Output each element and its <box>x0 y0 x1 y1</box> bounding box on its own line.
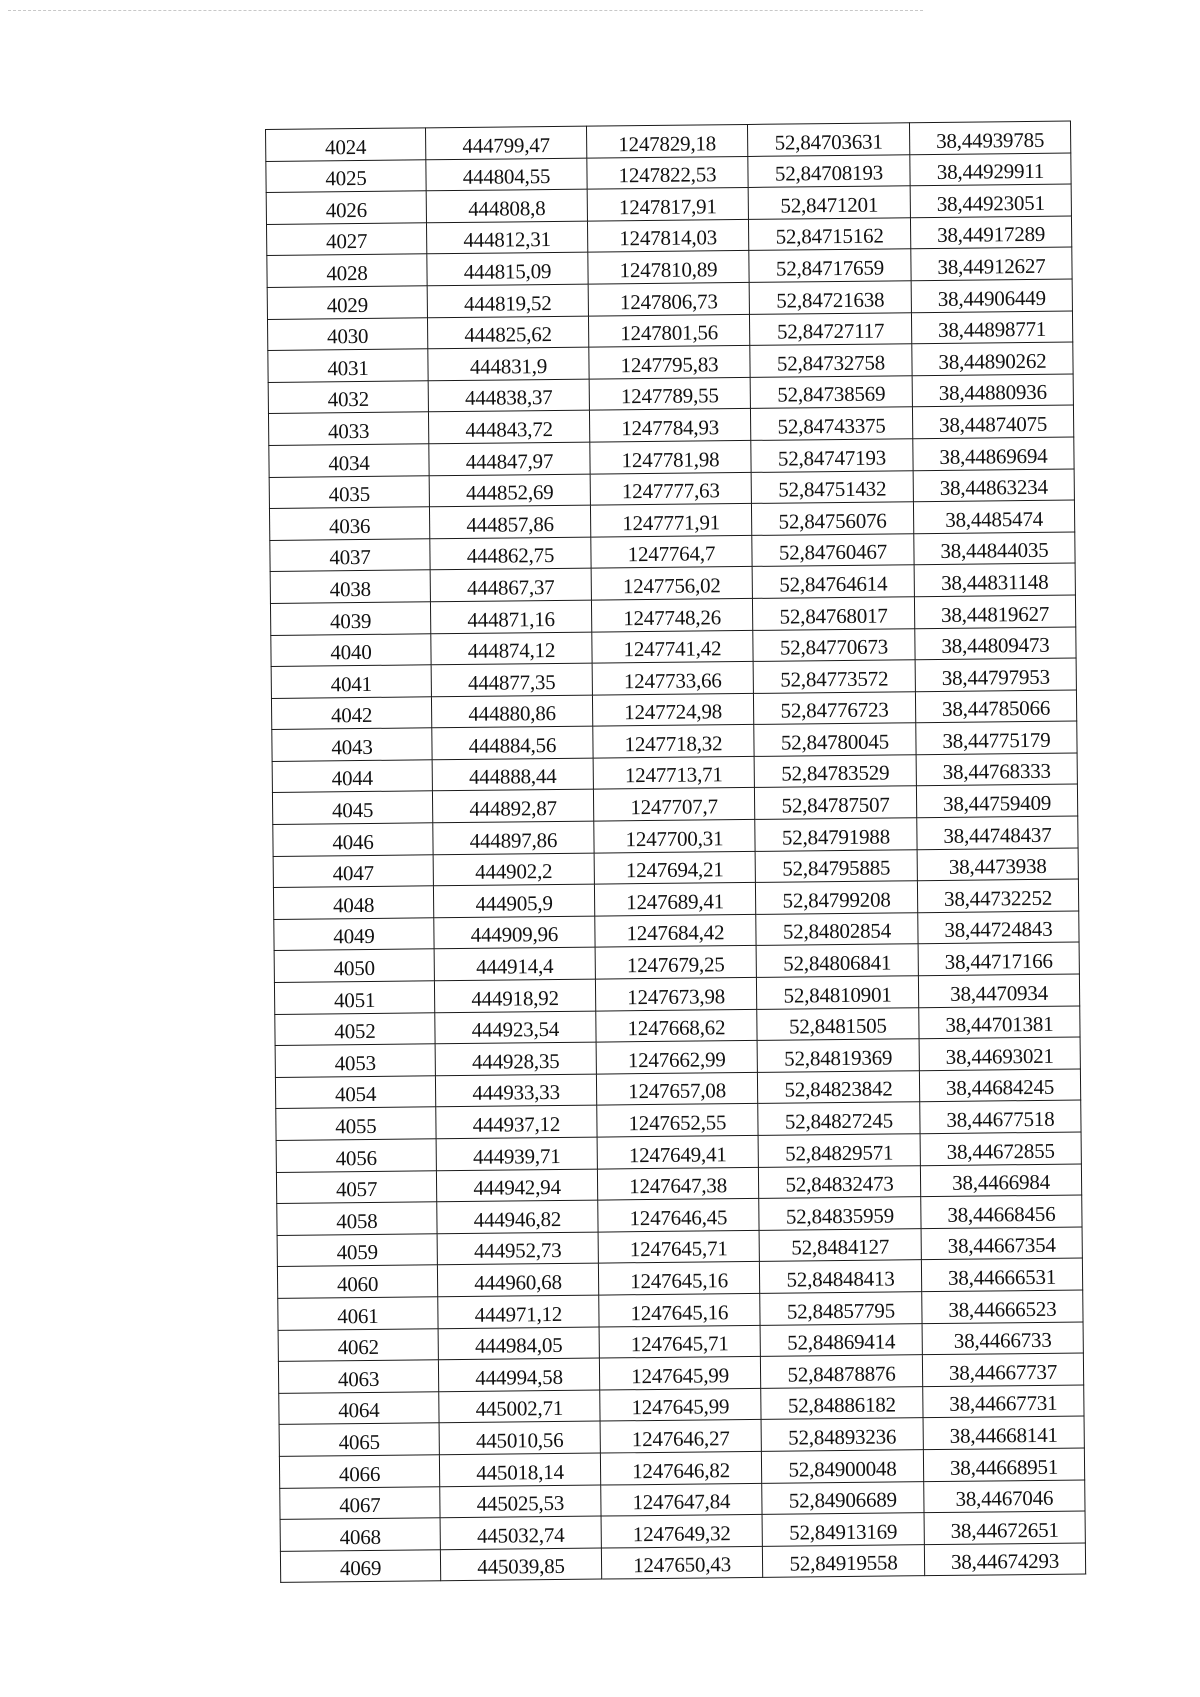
x-coordinate-cell: 444804,55 <box>426 158 587 191</box>
y-coordinate-cell: 1247817,91 <box>587 188 748 221</box>
x-coordinate-cell: 445025,53 <box>440 1485 601 1518</box>
point-number-cell: 4042 <box>271 696 431 729</box>
latitude-cell: 52,84773572 <box>753 660 915 693</box>
y-coordinate-cell: 1247645,99 <box>600 1388 761 1421</box>
x-coordinate-cell: 444871,16 <box>430 600 591 633</box>
latitude-cell: 52,84795885 <box>755 849 917 882</box>
longitude-cell: 38,44809473 <box>915 627 1076 660</box>
longitude-cell: 38,44667731 <box>923 1385 1084 1418</box>
y-coordinate-cell: 1247784,93 <box>589 409 750 442</box>
latitude-cell: 52,84732758 <box>750 344 912 377</box>
latitude-cell: 52,84802854 <box>756 913 918 946</box>
point-number-cell: 4029 <box>267 286 427 319</box>
x-coordinate-cell: 444819,52 <box>427 284 588 317</box>
x-coordinate-cell: 444897,86 <box>433 821 594 854</box>
latitude-cell: 52,8471201 <box>748 186 910 219</box>
latitude-cell: 52,84727117 <box>749 312 911 345</box>
y-coordinate-cell: 1247795,83 <box>589 346 750 379</box>
longitude-cell: 38,44724843 <box>918 911 1079 944</box>
latitude-cell: 52,84743375 <box>750 407 912 440</box>
point-number-cell: 4057 <box>276 1170 436 1203</box>
latitude-cell: 52,84857795 <box>760 1292 922 1325</box>
y-coordinate-cell: 1247694,21 <box>594 851 755 884</box>
latitude-cell: 52,84829571 <box>758 1134 920 1167</box>
longitude-cell: 38,44874075 <box>912 405 1073 438</box>
longitude-cell: 38,44666531 <box>921 1258 1082 1291</box>
longitude-cell: 38,4467046 <box>924 1480 1085 1513</box>
latitude-cell: 52,84791988 <box>755 818 917 851</box>
latitude-cell: 52,84835959 <box>759 1197 921 1230</box>
latitude-cell: 52,84780045 <box>754 723 916 756</box>
x-coordinate-cell: 444843,72 <box>428 410 589 443</box>
latitude-cell: 52,84717659 <box>749 249 911 282</box>
point-number-cell: 4054 <box>275 1076 435 1109</box>
latitude-cell: 52,84764614 <box>752 565 914 598</box>
longitude-cell: 38,44917289 <box>910 216 1071 249</box>
point-number-cell: 4059 <box>277 1234 437 1267</box>
point-number-cell: 4026 <box>266 191 426 224</box>
y-coordinate-cell: 1247781,98 <box>590 440 751 473</box>
point-number-cell: 4062 <box>278 1328 438 1361</box>
latitude-cell: 52,8484127 <box>759 1228 921 1261</box>
x-coordinate-cell: 444914,4 <box>434 948 595 981</box>
y-coordinate-cell: 1247810,89 <box>588 251 749 284</box>
point-number-cell: 4035 <box>269 475 429 508</box>
longitude-cell: 38,44869694 <box>913 437 1074 470</box>
longitude-cell: 38,44732252 <box>917 879 1078 912</box>
x-coordinate-cell: 444923,54 <box>435 1011 596 1044</box>
longitude-cell: 38,44672651 <box>924 1511 1085 1544</box>
point-number-cell: 4053 <box>275 1044 435 1077</box>
longitude-cell: 38,44717166 <box>918 942 1079 975</box>
point-number-cell: 4061 <box>278 1297 438 1330</box>
point-number-cell: 4032 <box>268 381 428 414</box>
longitude-cell: 38,44668456 <box>921 1195 1082 1228</box>
x-coordinate-cell: 444874,12 <box>431 632 592 665</box>
y-coordinate-cell: 1247647,84 <box>601 1483 762 1516</box>
point-number-cell: 4047 <box>273 854 433 887</box>
y-coordinate-cell: 1247650,43 <box>601 1546 762 1579</box>
longitude-cell: 38,44748437 <box>917 816 1078 849</box>
latitude-cell: 52,84770673 <box>753 628 915 661</box>
x-coordinate-cell: 444905,9 <box>433 884 594 917</box>
point-number-cell: 4065 <box>279 1423 439 1456</box>
longitude-cell: 38,44785066 <box>915 690 1076 723</box>
x-coordinate-cell: 444799,47 <box>425 126 586 159</box>
x-coordinate-cell: 444971,12 <box>438 1295 599 1328</box>
point-number-cell: 4058 <box>277 1202 437 1235</box>
point-number-cell: 4052 <box>275 1012 435 1045</box>
longitude-cell: 38,44939785 <box>909 121 1070 154</box>
y-coordinate-cell: 1247645,16 <box>598 1262 759 1295</box>
latitude-cell: 52,84810901 <box>756 976 918 1009</box>
x-coordinate-cell: 444838,37 <box>428 379 589 412</box>
x-coordinate-cell: 444867,37 <box>430 568 591 601</box>
y-coordinate-cell: 1247649,32 <box>601 1514 762 1547</box>
longitude-cell: 38,44666523 <box>922 1290 1083 1323</box>
y-coordinate-cell: 1247662,99 <box>596 1041 757 1074</box>
latitude-cell: 52,84893236 <box>761 1418 923 1451</box>
longitude-cell: 38,44831148 <box>914 563 1075 596</box>
point-number-cell: 4044 <box>272 760 432 793</box>
latitude-cell: 52,84768017 <box>752 597 914 630</box>
latitude-cell: 52,84900048 <box>761 1450 923 1483</box>
longitude-cell: 38,44667737 <box>922 1353 1083 1386</box>
longitude-cell: 38,44844035 <box>914 532 1075 565</box>
y-coordinate-cell: 1247756,02 <box>591 567 752 600</box>
y-coordinate-cell: 1247646,45 <box>598 1199 759 1232</box>
longitude-cell: 38,44880936 <box>912 374 1073 407</box>
longitude-cell: 38,44672855 <box>920 1132 1081 1165</box>
latitude-cell: 52,84819369 <box>757 1039 919 1072</box>
x-coordinate-cell: 444946,82 <box>437 1200 598 1233</box>
coordinates-table <box>265 121 1086 1584</box>
point-number-cell: 4055 <box>276 1107 436 1140</box>
y-coordinate-cell: 1247814,03 <box>587 219 748 252</box>
latitude-cell: 52,84703631 <box>747 123 909 156</box>
x-coordinate-cell: 444984,05 <box>438 1327 599 1360</box>
x-coordinate-cell: 444902,2 <box>433 853 594 886</box>
point-number-cell: 4043 <box>272 728 432 761</box>
point-number-cell: 4060 <box>277 1265 437 1298</box>
longitude-cell: 38,44775179 <box>916 721 1077 754</box>
point-number-cell: 4039 <box>270 602 430 635</box>
point-number-cell: 4050 <box>274 949 434 982</box>
x-coordinate-cell: 444942,94 <box>436 1169 597 1202</box>
y-coordinate-cell: 1247645,71 <box>598 1230 759 1263</box>
point-number-cell: 4024 <box>266 128 426 161</box>
y-coordinate-cell: 1247748,26 <box>591 598 752 631</box>
y-coordinate-cell: 1247668,62 <box>596 1009 757 1042</box>
latitude-cell: 52,84827245 <box>758 1102 920 1135</box>
x-coordinate-cell: 444937,12 <box>436 1105 597 1138</box>
longitude-cell: 38,44668951 <box>923 1448 1084 1481</box>
latitude-cell: 52,84823842 <box>757 1071 919 1104</box>
x-coordinate-cell: 444960,68 <box>437 1263 598 1296</box>
point-number-cell: 4064 <box>279 1392 439 1425</box>
longitude-cell: 38,44819627 <box>914 595 1075 628</box>
latitude-cell: 52,84913169 <box>762 1513 924 1546</box>
point-number-cell: 4068 <box>280 1518 440 1551</box>
latitude-cell: 52,84738569 <box>750 375 912 408</box>
y-coordinate-cell: 1247718,32 <box>593 725 754 758</box>
latitude-cell: 52,84721638 <box>749 281 911 314</box>
x-coordinate-cell: 444892,87 <box>432 790 593 823</box>
y-coordinate-cell: 1247733,66 <box>592 662 753 695</box>
y-coordinate-cell: 1247789,55 <box>589 377 750 410</box>
latitude-cell: 52,84919558 <box>762 1544 924 1577</box>
point-number-cell: 4031 <box>268 349 428 382</box>
latitude-cell: 52,84799208 <box>755 881 917 914</box>
point-number-cell: 4030 <box>267 317 427 350</box>
y-coordinate-cell: 1247679,25 <box>595 946 756 979</box>
latitude-cell: 52,84869414 <box>760 1323 922 1356</box>
x-coordinate-cell: 444884,56 <box>432 726 593 759</box>
longitude-cell: 38,44759409 <box>916 784 1077 817</box>
point-number-cell: 4049 <box>274 918 434 951</box>
y-coordinate-cell: 1247684,42 <box>595 914 756 947</box>
longitude-cell: 38,44768333 <box>916 753 1077 786</box>
x-coordinate-cell: 444933,33 <box>435 1074 596 1107</box>
x-coordinate-cell: 444918,92 <box>434 979 595 1012</box>
point-number-cell: 4051 <box>274 981 434 1014</box>
longitude-cell: 38,44898771 <box>911 311 1072 344</box>
longitude-cell: 38,44912627 <box>911 247 1072 280</box>
y-coordinate-cell: 1247645,99 <box>599 1357 760 1390</box>
point-number-cell: 4063 <box>278 1360 438 1393</box>
x-coordinate-cell: 445032,74 <box>440 1516 601 1549</box>
point-number-cell: 4028 <box>267 254 427 287</box>
latitude-cell: 52,84783529 <box>754 755 916 788</box>
longitude-cell: 38,44863234 <box>913 469 1074 502</box>
x-coordinate-cell: 444852,69 <box>429 474 590 507</box>
longitude-cell: 38,44677518 <box>920 1100 1081 1133</box>
y-coordinate-cell: 1247829,18 <box>586 124 747 157</box>
point-number-cell: 4067 <box>280 1486 440 1519</box>
y-coordinate-cell: 1247764,7 <box>591 535 752 568</box>
latitude-cell: 52,84787507 <box>754 786 916 819</box>
y-coordinate-cell: 1247777,63 <box>590 472 751 505</box>
y-coordinate-cell: 1247689,41 <box>594 883 755 916</box>
longitude-cell: 38,4466984 <box>920 1164 1081 1197</box>
latitude-cell: 52,8481505 <box>757 1007 919 1040</box>
y-coordinate-cell: 1247646,27 <box>600 1420 761 1453</box>
x-coordinate-cell: 444939,71 <box>436 1137 597 1170</box>
latitude-cell: 52,84756076 <box>751 502 913 535</box>
y-coordinate-cell: 1247646,82 <box>600 1451 761 1484</box>
longitude-cell: 38,44667354 <box>921 1227 1082 1260</box>
latitude-cell: 52,84886182 <box>761 1386 923 1419</box>
latitude-cell: 52,84878876 <box>760 1355 922 1388</box>
latitude-cell: 52,84708193 <box>748 154 910 187</box>
longitude-cell: 38,44929911 <box>910 153 1071 186</box>
x-coordinate-cell: 444831,9 <box>428 347 589 380</box>
longitude-cell: 38,4466733 <box>922 1322 1083 1355</box>
longitude-cell: 38,44674293 <box>924 1543 1085 1576</box>
latitude-cell: 52,84848413 <box>759 1260 921 1293</box>
point-number-cell: 4048 <box>273 886 433 919</box>
latitude-cell: 52,84747193 <box>751 439 913 472</box>
y-coordinate-cell: 1247649,41 <box>597 1135 758 1168</box>
y-coordinate-cell: 1247806,73 <box>588 282 749 315</box>
x-coordinate-cell: 445002,71 <box>439 1390 600 1423</box>
y-coordinate-cell: 1247822,53 <box>587 156 748 189</box>
x-coordinate-cell: 444880,86 <box>431 695 592 728</box>
latitude-cell: 52,84715162 <box>748 218 910 251</box>
longitude-cell: 38,44684245 <box>919 1069 1080 1102</box>
x-coordinate-cell: 445018,14 <box>439 1453 600 1486</box>
longitude-cell: 38,44668141 <box>923 1416 1084 1449</box>
longitude-cell: 38,4470934 <box>918 974 1079 1007</box>
point-number-cell: 4037 <box>270 539 430 572</box>
y-coordinate-cell: 1247724,98 <box>592 693 753 726</box>
point-number-cell: 4040 <box>271 633 431 666</box>
y-coordinate-cell: 1247645,16 <box>599 1293 760 1326</box>
coordinates-table-body <box>266 121 1086 1583</box>
y-coordinate-cell: 1247771,91 <box>590 504 751 537</box>
x-coordinate-cell: 444815,09 <box>427 253 588 286</box>
x-coordinate-cell: 445039,85 <box>440 1548 601 1581</box>
y-coordinate-cell: 1247652,55 <box>597 1104 758 1137</box>
longitude-cell: 38,4473938 <box>917 848 1078 881</box>
longitude-cell: 38,44890262 <box>912 342 1073 375</box>
latitude-cell: 52,84760467 <box>752 533 914 566</box>
x-coordinate-cell: 444825,62 <box>427 316 588 349</box>
y-coordinate-cell: 1247673,98 <box>595 977 756 1010</box>
x-coordinate-cell: 444877,35 <box>431 663 592 696</box>
x-coordinate-cell: 444994,58 <box>438 1358 599 1391</box>
point-number-cell: 4025 <box>266 159 426 192</box>
latitude-cell: 52,84906689 <box>762 1481 924 1514</box>
point-number-cell: 4027 <box>266 223 426 256</box>
x-coordinate-cell: 444847,97 <box>429 442 590 475</box>
y-coordinate-cell: 1247707,7 <box>593 788 754 821</box>
x-coordinate-cell: 444808,8 <box>426 189 587 222</box>
latitude-cell: 52,84776723 <box>753 691 915 724</box>
latitude-cell: 52,84806841 <box>756 944 918 977</box>
scan-artifact-line <box>8 10 923 11</box>
point-number-cell: 4056 <box>276 1139 436 1172</box>
y-coordinate-cell: 1247700,31 <box>594 819 755 852</box>
longitude-cell: 38,44693021 <box>919 1037 1080 1070</box>
latitude-cell: 52,84751432 <box>751 470 913 503</box>
point-number-cell: 4036 <box>269 507 429 540</box>
point-number-cell: 4045 <box>272 791 432 824</box>
longitude-cell: 38,44923051 <box>910 184 1071 217</box>
y-coordinate-cell: 1247741,42 <box>592 630 753 663</box>
x-coordinate-cell: 444857,86 <box>429 505 590 538</box>
point-number-cell: 4034 <box>269 444 429 477</box>
x-coordinate-cell: 444862,75 <box>430 537 591 570</box>
longitude-cell: 38,4485474 <box>913 500 1074 533</box>
latitude-cell: 52,84832473 <box>758 1165 920 1198</box>
point-number-cell: 4046 <box>273 823 433 856</box>
x-coordinate-cell: 444952,73 <box>437 1232 598 1265</box>
point-number-cell: 4069 <box>280 1549 440 1582</box>
x-coordinate-cell: 444812,31 <box>426 221 587 254</box>
x-coordinate-cell: 444928,35 <box>435 1042 596 1075</box>
y-coordinate-cell: 1247713,71 <box>593 756 754 789</box>
longitude-cell: 38,44797953 <box>915 658 1076 691</box>
point-number-cell: 4066 <box>279 1455 439 1488</box>
point-number-cell: 4033 <box>268 412 428 445</box>
x-coordinate-cell: 444888,44 <box>432 758 593 791</box>
longitude-cell: 38,44701381 <box>919 1006 1080 1039</box>
point-number-cell: 4038 <box>270 570 430 603</box>
y-coordinate-cell: 1247801,56 <box>588 314 749 347</box>
longitude-cell: 38,44906449 <box>911 279 1072 312</box>
y-coordinate-cell: 1247645,71 <box>599 1325 760 1358</box>
x-coordinate-cell: 445010,56 <box>439 1421 600 1454</box>
point-number-cell: 4041 <box>271 665 431 698</box>
y-coordinate-cell: 1247657,08 <box>596 1072 757 1105</box>
y-coordinate-cell: 1247647,38 <box>597 1167 758 1200</box>
x-coordinate-cell: 444909,96 <box>434 916 595 949</box>
